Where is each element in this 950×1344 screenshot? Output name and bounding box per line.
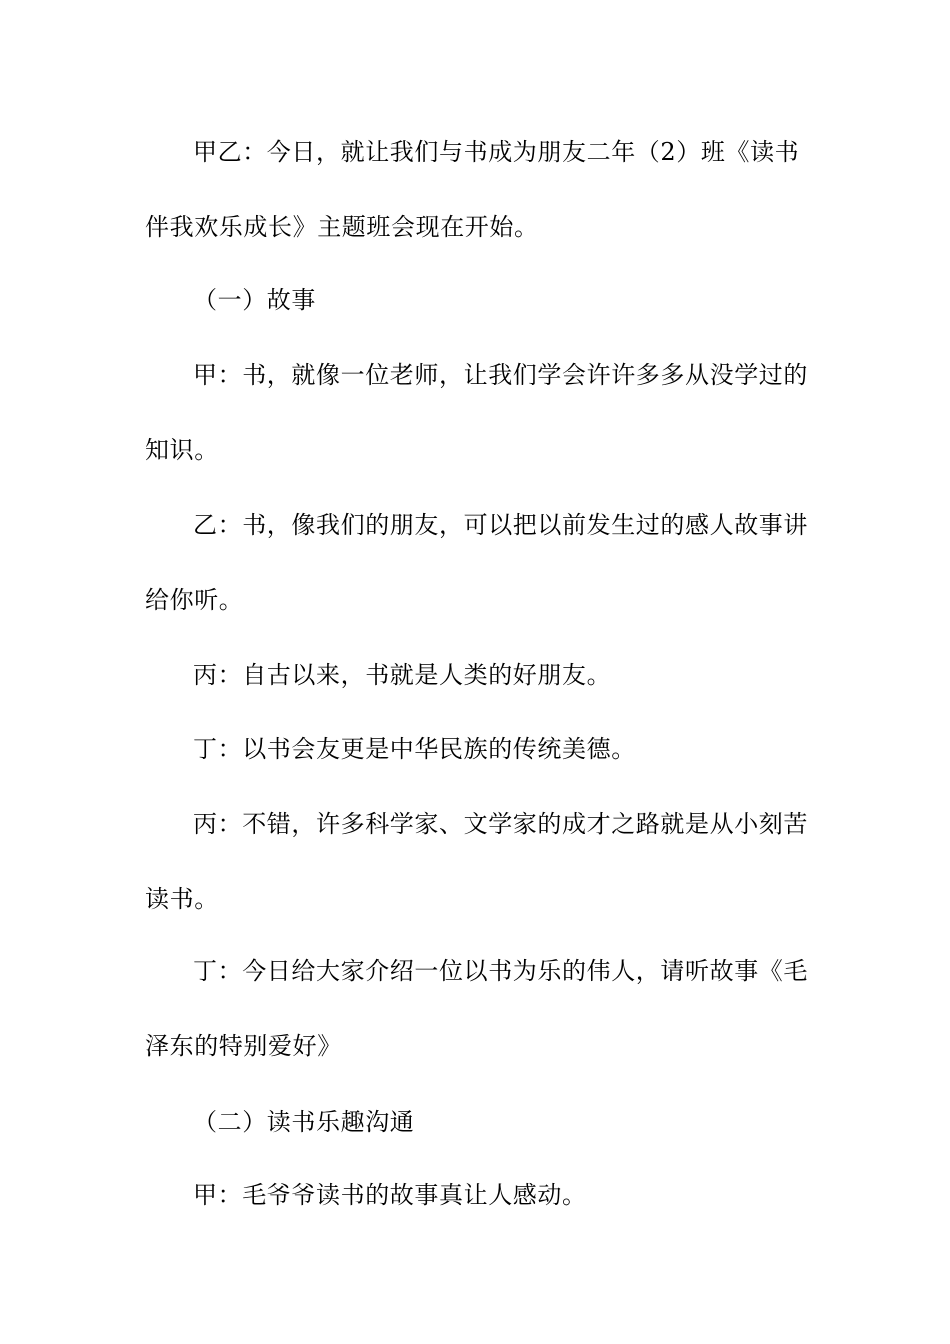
paragraph-bing-1: 丙：自古以来，书就是人类的好朋友。 [193, 661, 612, 689]
paragraph-jia-2: 甲：毛爷爷读书的故事真让人感动。 [193, 1181, 587, 1209]
section-heading-story: （一）故事 [193, 286, 316, 314]
paragraph-opening: 甲乙：今日，就让我们与书成为朋友二年（2）班《读书伴我欢乐成长》主题班会现在开始。 [145, 138, 800, 241]
section-heading-reading-fun: （二）读书乐趣沟通 [193, 1108, 415, 1136]
paragraph-ding-2: 丁：今日给大家介绍一位以书为乐的伟人，请听故事《毛泽东的特别爱好》 [145, 957, 808, 1060]
paragraph-ding-1: 丁：以书会友更是中华民族的传统美德。 [193, 735, 636, 763]
paragraph-jia-1: 甲：书，就像一位老师，让我们学会许许多多从没学过的知识。 [145, 361, 808, 464]
paragraph-bing-2: 丙：不错，许多科学家、文学家的成才之路就是从小刻苦读书。 [145, 810, 808, 913]
paragraph-yi-1: 乙：书，像我们的朋友，可以把以前发生过的感人故事讲给你听。 [145, 511, 808, 614]
